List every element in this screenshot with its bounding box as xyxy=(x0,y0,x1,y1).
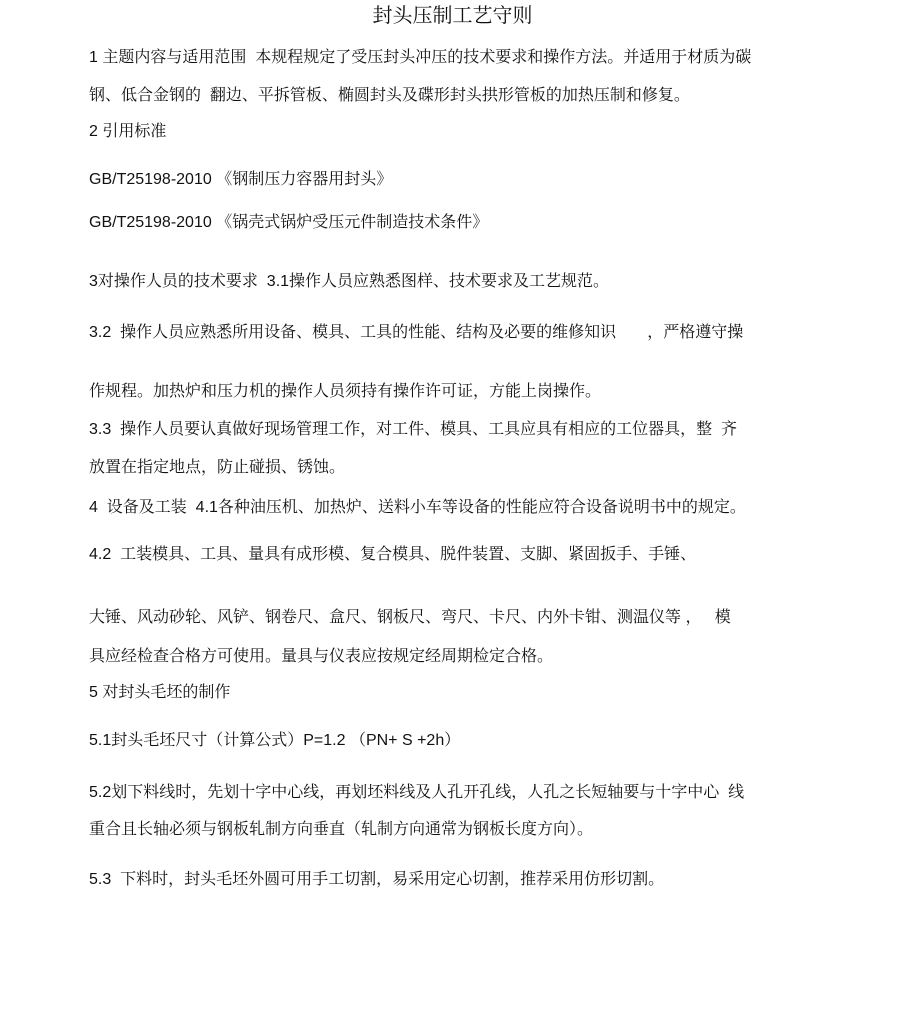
section-5-1: 5.1封头毛坯尺寸（计算公式）P=1.2 （PN+ S +2h） xyxy=(89,732,461,749)
section-5-2-line-1: 5.2划下料线时，先划十字中心线，再划坯料线及人孔开孔线，人孔之长短轴要与十字中心 线 xyxy=(89,784,745,801)
standard-ref-2: GB/T25198-2010 《锅壳式锅炉受压元件制造技术条件》 xyxy=(89,214,489,231)
section-3-2-line-2: 作规程。加热炉和压力机的操作人员须持有操作许可证，方能上岗操作。 xyxy=(89,383,602,400)
section-4-1: 4 设备及工装 4.1各种油压机、加热炉、送料小车等设备的性能应符合设备说明书中的规定。 xyxy=(89,499,746,516)
section-2-heading: 2 引用标准 xyxy=(89,123,167,140)
section-4-2-line-3: 具应经检查合格方可使用。量具与仪表应按规定经周期检定合格。 xyxy=(89,648,554,665)
section-1-line-1: 1 主题内容与适用范围 本规程规定了受压封头冲压的技术要求和操作方法。并适用于材质为碳 xyxy=(89,49,752,66)
section-3-3-line-2: 放置在指定地点，防止碰损、锈蚀。 xyxy=(89,459,346,476)
section-5-3: 5.3 下料时，封头毛坯外圆可用手工切割，易采用定心切割，推荐采用仿形切割。 xyxy=(89,871,665,888)
section-3-1: 3对操作人员的技术要求 3.1操作人员应熟悉图样、技术要求及工艺规范。 xyxy=(89,273,610,290)
section-4-2-line-2: 大锤、风动砂轮、风铲、钢卷尺、盒尺、钢板尺、弯尺、卡尺、内外卡钳、测温仪等 ， 模 xyxy=(89,609,731,626)
document-title: 封头压制工艺守则 xyxy=(372,5,533,27)
section-5-2-line-2: 重合且长轴必须与钢板轧制方向垂直（轧制方向通常为钢板长度方向）。 xyxy=(89,821,594,838)
section-1-line-2: 钢、低合金钢的 翻边、平拆管板、椭圆封头及碟形封头拱形管板的加热压制和修复。 xyxy=(89,87,690,104)
standard-ref-1: GB/T25198-2010 《钢制压力容器用封头》 xyxy=(89,171,393,188)
section-4-2-line-1: 4.2 工装模具、工具、量具有成形模、复合模具、脱件装置、支脚、紧固扳手、手锤、 xyxy=(89,546,697,563)
section-3-3-line-1: 3.3 操作人员要认真做好现场管理工作，对工件、模具、工具应具有相应的工位器具，整 齐 xyxy=(89,421,738,438)
section-5-heading: 5 对封头毛坯的制作 xyxy=(89,684,231,701)
section-3-2-line-1: 3.2 操作人员应熟悉所用设备、模具、工具的性能、结构及必要的维修知识 ，严格遵守操 xyxy=(89,324,744,341)
